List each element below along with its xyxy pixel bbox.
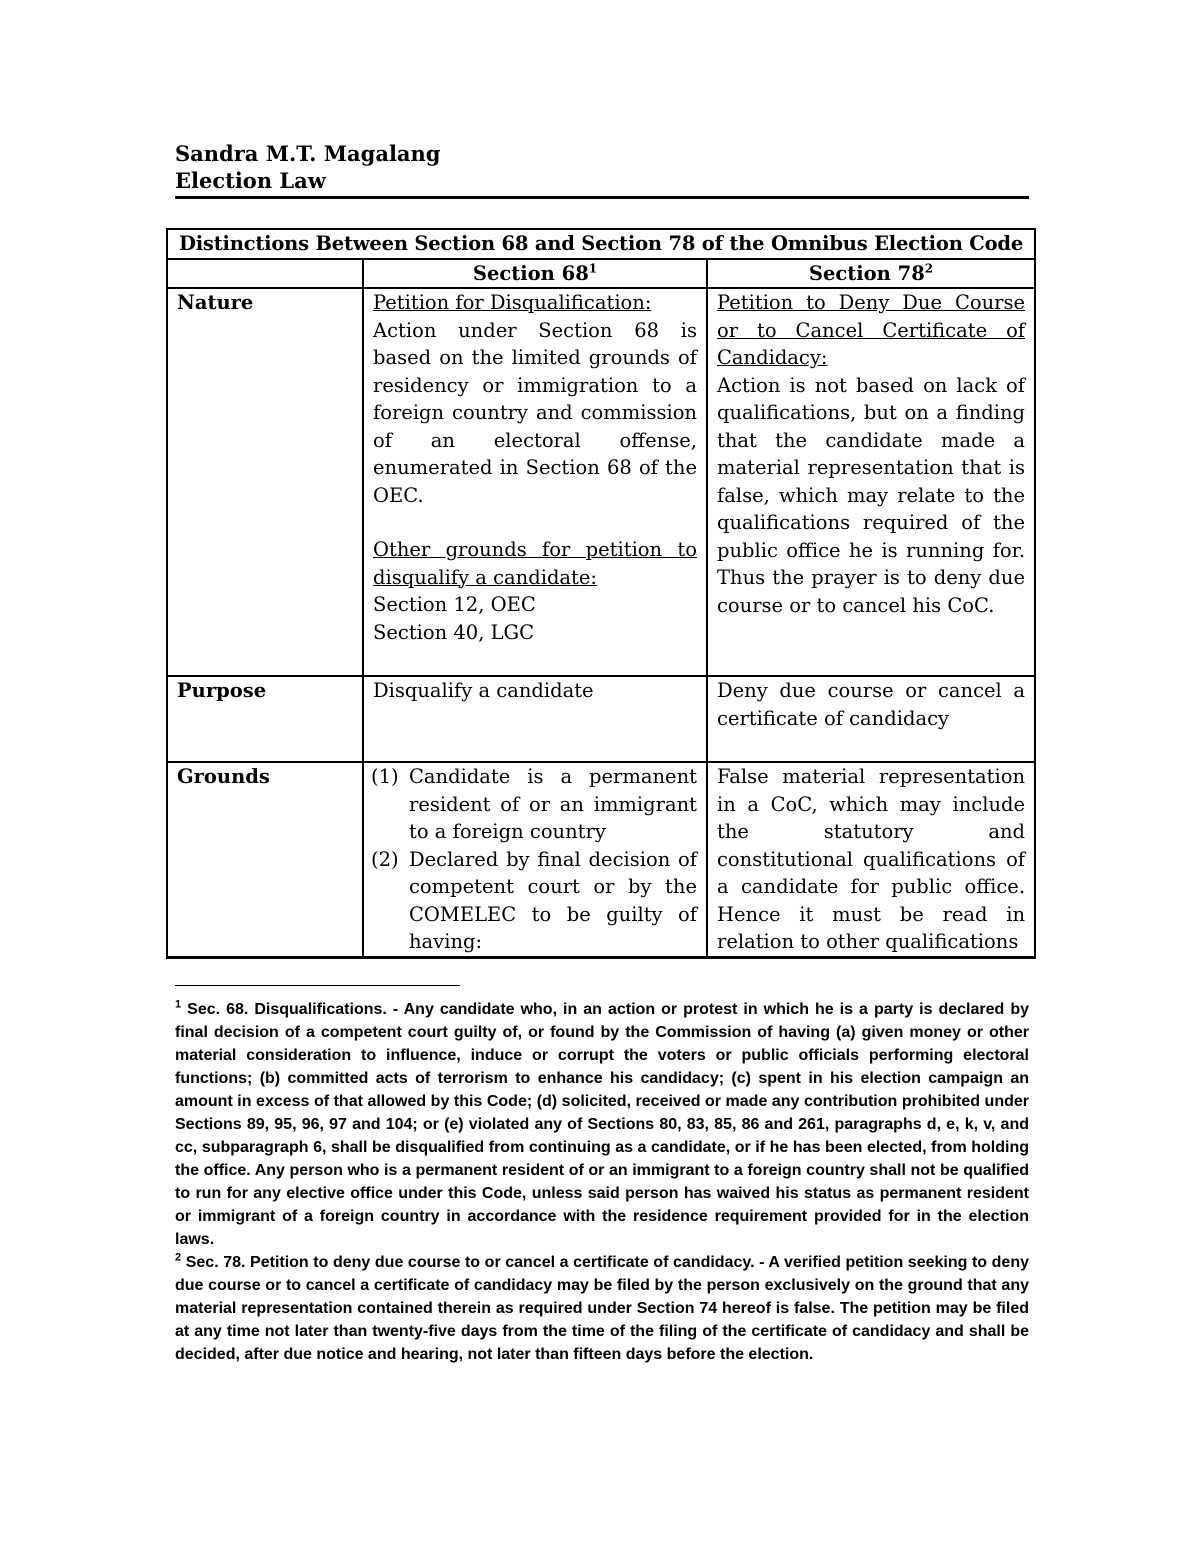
table-title-row <box>167 229 1035 259</box>
document-header <box>175 140 1029 194</box>
grounds-section-68-cell <box>363 762 707 958</box>
nature-s68-other-2: Section 40, LGC <box>373 620 535 644</box>
column-header-section-78: Section $78^2$ <box>707 259 1035 289</box>
nature-s68-heading: Petition for Disqualification: <box>373 291 652 314</box>
row-label-purpose: Purpose <box>167 676 363 762</box>
footnote-2: $^2$ Sec. 78. Petition to deny due course to or cancel a certificate of candidacy. - A verified petition seeking to deny due course or to cancel a certificate of candidacy may be filed by the person exclusively on the ground that any material representation contained therein as required under Section 74 hereof is false. The petition may be filed at any time not later than twenty-five days from the time of the filing of the certificate of candidacy and shall be decided, after due notice and hearing, not later than fifteen days before the election. <box>175 1251 1030 1363</box>
table-row-grounds <box>167 762 1035 958</box>
purpose-section-78-cell: Deny due course or cancel a certificate of candidacy <box>707 676 1035 762</box>
column-header-section-68: Section $68^1$ <box>363 259 707 289</box>
nature-s68-other-1: Section 12, OEC <box>373 593 536 616</box>
nature-s68-other-heading: Other grounds for petition to disqualify a candidate: <box>373 538 697 589</box>
footnote-separator <box>175 985 460 986</box>
author-name: Sandra M.T. Magalang <box>175 141 441 166</box>
table-title: Distinctions Between Section 68 and Section 78 of the Omnibus Election Code <box>167 229 1035 259</box>
grounds-list <box>373 763 697 956</box>
nature-s78-text: Action is not based on lack of qualifications, but on a finding that the candidate made a material representation that is false, which may relate to the qualifications required of the public office he is running for. Thus the prayer is to deny due course or to cancel his CoC. <box>717 373 1026 617</box>
nature-s68-text: Action under Section 68 is based on the limited grounds of residency or immigration to a foreign country and commission of an electoral offense, enumerated in Section 68 of the OEC. <box>373 318 697 507</box>
row-label-nature: Nature <box>167 288 363 676</box>
footnote-ref-1: 1 <box>588 261 598 275</box>
table-row-nature <box>167 288 1035 676</box>
footnote-1: $^1$ Sec. 68. Disqualifications. - Any candidate who, in an action or protest in which he is a party is declared by final decision of a competent court guilty of, or found by the Commission of having (a) given money or other material consideration to influence, induce or corrupt the voters or public officials performing electoral functions; (b) committed acts of terrorism to enhance his candidacy; (c) spent in his election campaign an amount in excess of that allowed by this Code; (d) solicited, received or made any contribution prohibited under Sections 89, 95, 96, 97 and 104; or (e) violated any of Sections 80, 83, 85, 86 and 261, paragraphs d, e, k, v, and cc, subparagraph 6, shall be disqualified from continuing as a candidate, or if he has been elected, from holding the office. Any person who is a permanent resident of or an immigrant to a foreign country shall not be qualified to run for any elective office under this Code, unless said person has waived his status as permanent resident or immigrant of a foreign country in accordance with the residence requirement provided for in the election laws. <box>175 998 1029 1248</box>
table-header-row <box>167 259 1035 289</box>
table-row-purpose <box>167 676 1035 762</box>
list-item: (2) Declared by final decision of competent court or by the COMELEC to be guilty of having: <box>371 847 697 953</box>
row-label-grounds: Grounds <box>167 762 363 958</box>
nature-s78-heading: Petition to Deny Due Course or to Cancel Certificate of Candidacy: <box>717 291 1026 369</box>
distinctions-table <box>166 228 1036 959</box>
empty-header-cell <box>167 259 363 289</box>
purpose-section-68-cell: Disqualify a candidate <box>363 676 707 762</box>
subject-name: Election Law <box>175 168 326 193</box>
grounds-section-78-cell: False material representation in a CoC, which may include the statutory and constitutional qualifications of a candidate for public office. Hence it must be read in relation to other qualifications <box>707 762 1035 958</box>
nature-section-68-cell <box>363 288 707 676</box>
footnotes <box>175 998 1029 1366</box>
nature-section-78-cell <box>707 288 1035 676</box>
header-rule <box>175 196 1029 199</box>
list-item: (1) Candidate is a permanent resident of or an immigrant to a foreign country <box>371 765 697 843</box>
footnote-ref-2: 2 <box>924 261 934 275</box>
